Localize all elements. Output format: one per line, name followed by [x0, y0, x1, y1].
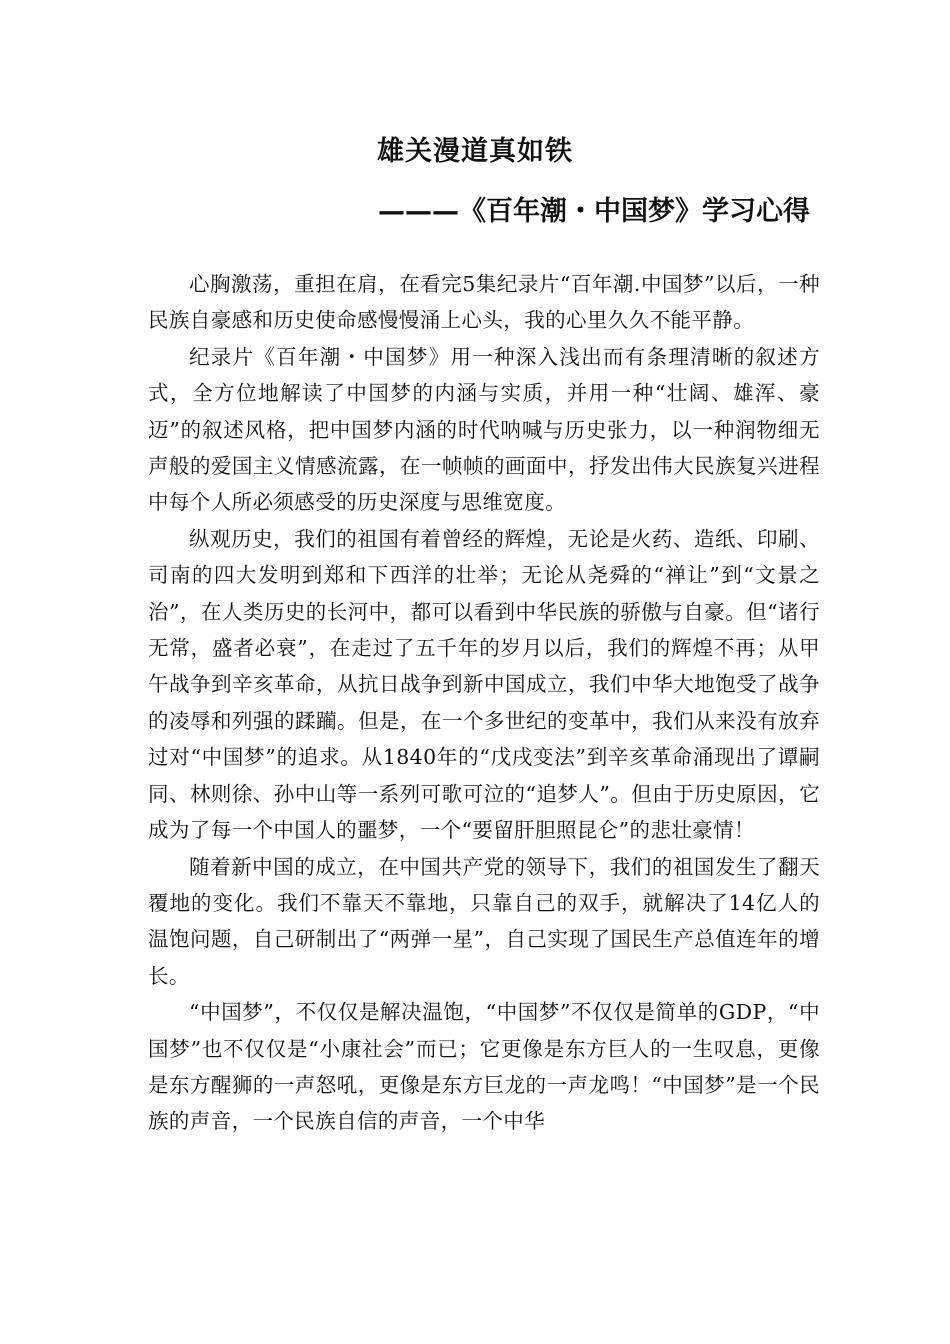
- document-subtitle: ———《百年潮・中国梦》学习心得: [378, 196, 810, 227]
- paragraph-4: 随着新中国的成立，在中国共产党的领导下，我们的祖国发生了翻天覆地的变化。我们不靠天不靠地，只靠自己的双手，就解决了14亿人的温饱问题，自己研制出了“两弹一星”，自己实现了国民生产总值连年的增长。: [148, 854, 820, 988]
- document-body: [148, 266, 820, 1140]
- document-title: 雄关漫道真如铁: [377, 136, 573, 167]
- paragraph-1: 心胸激荡，重担在肩，在看完5集纪录片“百年潮.中国梦”以后，一种民族自豪感和历史使命感慢慢涌上心头，我的心里久久不能平静。: [148, 272, 820, 333]
- paragraph-3: 纵观历史，我们的祖国有着曾经的辉煌，无论是火药、造纸、印刷、司南的四大发明到郑和下西洋的壮举；无论从尧舜的“禅让”到“文景之治”，在人类历史的长河中，都可以看到中华民族的骄傲与自豪。但“诸行无常，盛者必衰”，在走过了五千年的岁月以后，我们的辉煌不再；从甲午战争到辛亥革命，从抗日战争到新中国成立，我们中华大地饱受了战争的凌辱和列强的蹂躏。但是，在一个多世纪的变革中，我们从来没有放弃过对“中国梦”的追求。从1840年的“戊戌变法”到辛亥革命涌现出了谭嗣同、林则徐、孙中山等一系列可歌可泣的“追梦人”。但由于历史原因，它成为了每一个中国人的噩梦，一个“要留肝胆照昆仑”的悲壮豪情！: [148, 526, 820, 843]
- paragraph-5: “中国梦”，不仅仅是解决温饱，“中国梦”不仅仅是简单的GDP，“中国梦”也不仅仅是“小康社会”而已；它更像是东方巨人的一生叹息，更像是东方醒狮的一声怒吼，更像是东方巨龙的一声龙鸣！“中国梦”是一个民族的声音，一个民族自信的声音，一个中华: [148, 1000, 820, 1134]
- paragraph-2: 纪录片《百年潮・中国梦》用一种深入浅出而有条理清晰的叙述方式，全方位地解读了中国梦的内涵与实质，并用一种“壮阔、雄浑、豪迈”的叙述风格，把中国梦内涵的时代呐喊与历史张力，以一种润物细无声般的爱国主义情感流露，在一帧帧的画面中，抒发出伟大民族复兴进程中每个人所必须感受的历史深度与思维宽度。: [148, 344, 820, 515]
